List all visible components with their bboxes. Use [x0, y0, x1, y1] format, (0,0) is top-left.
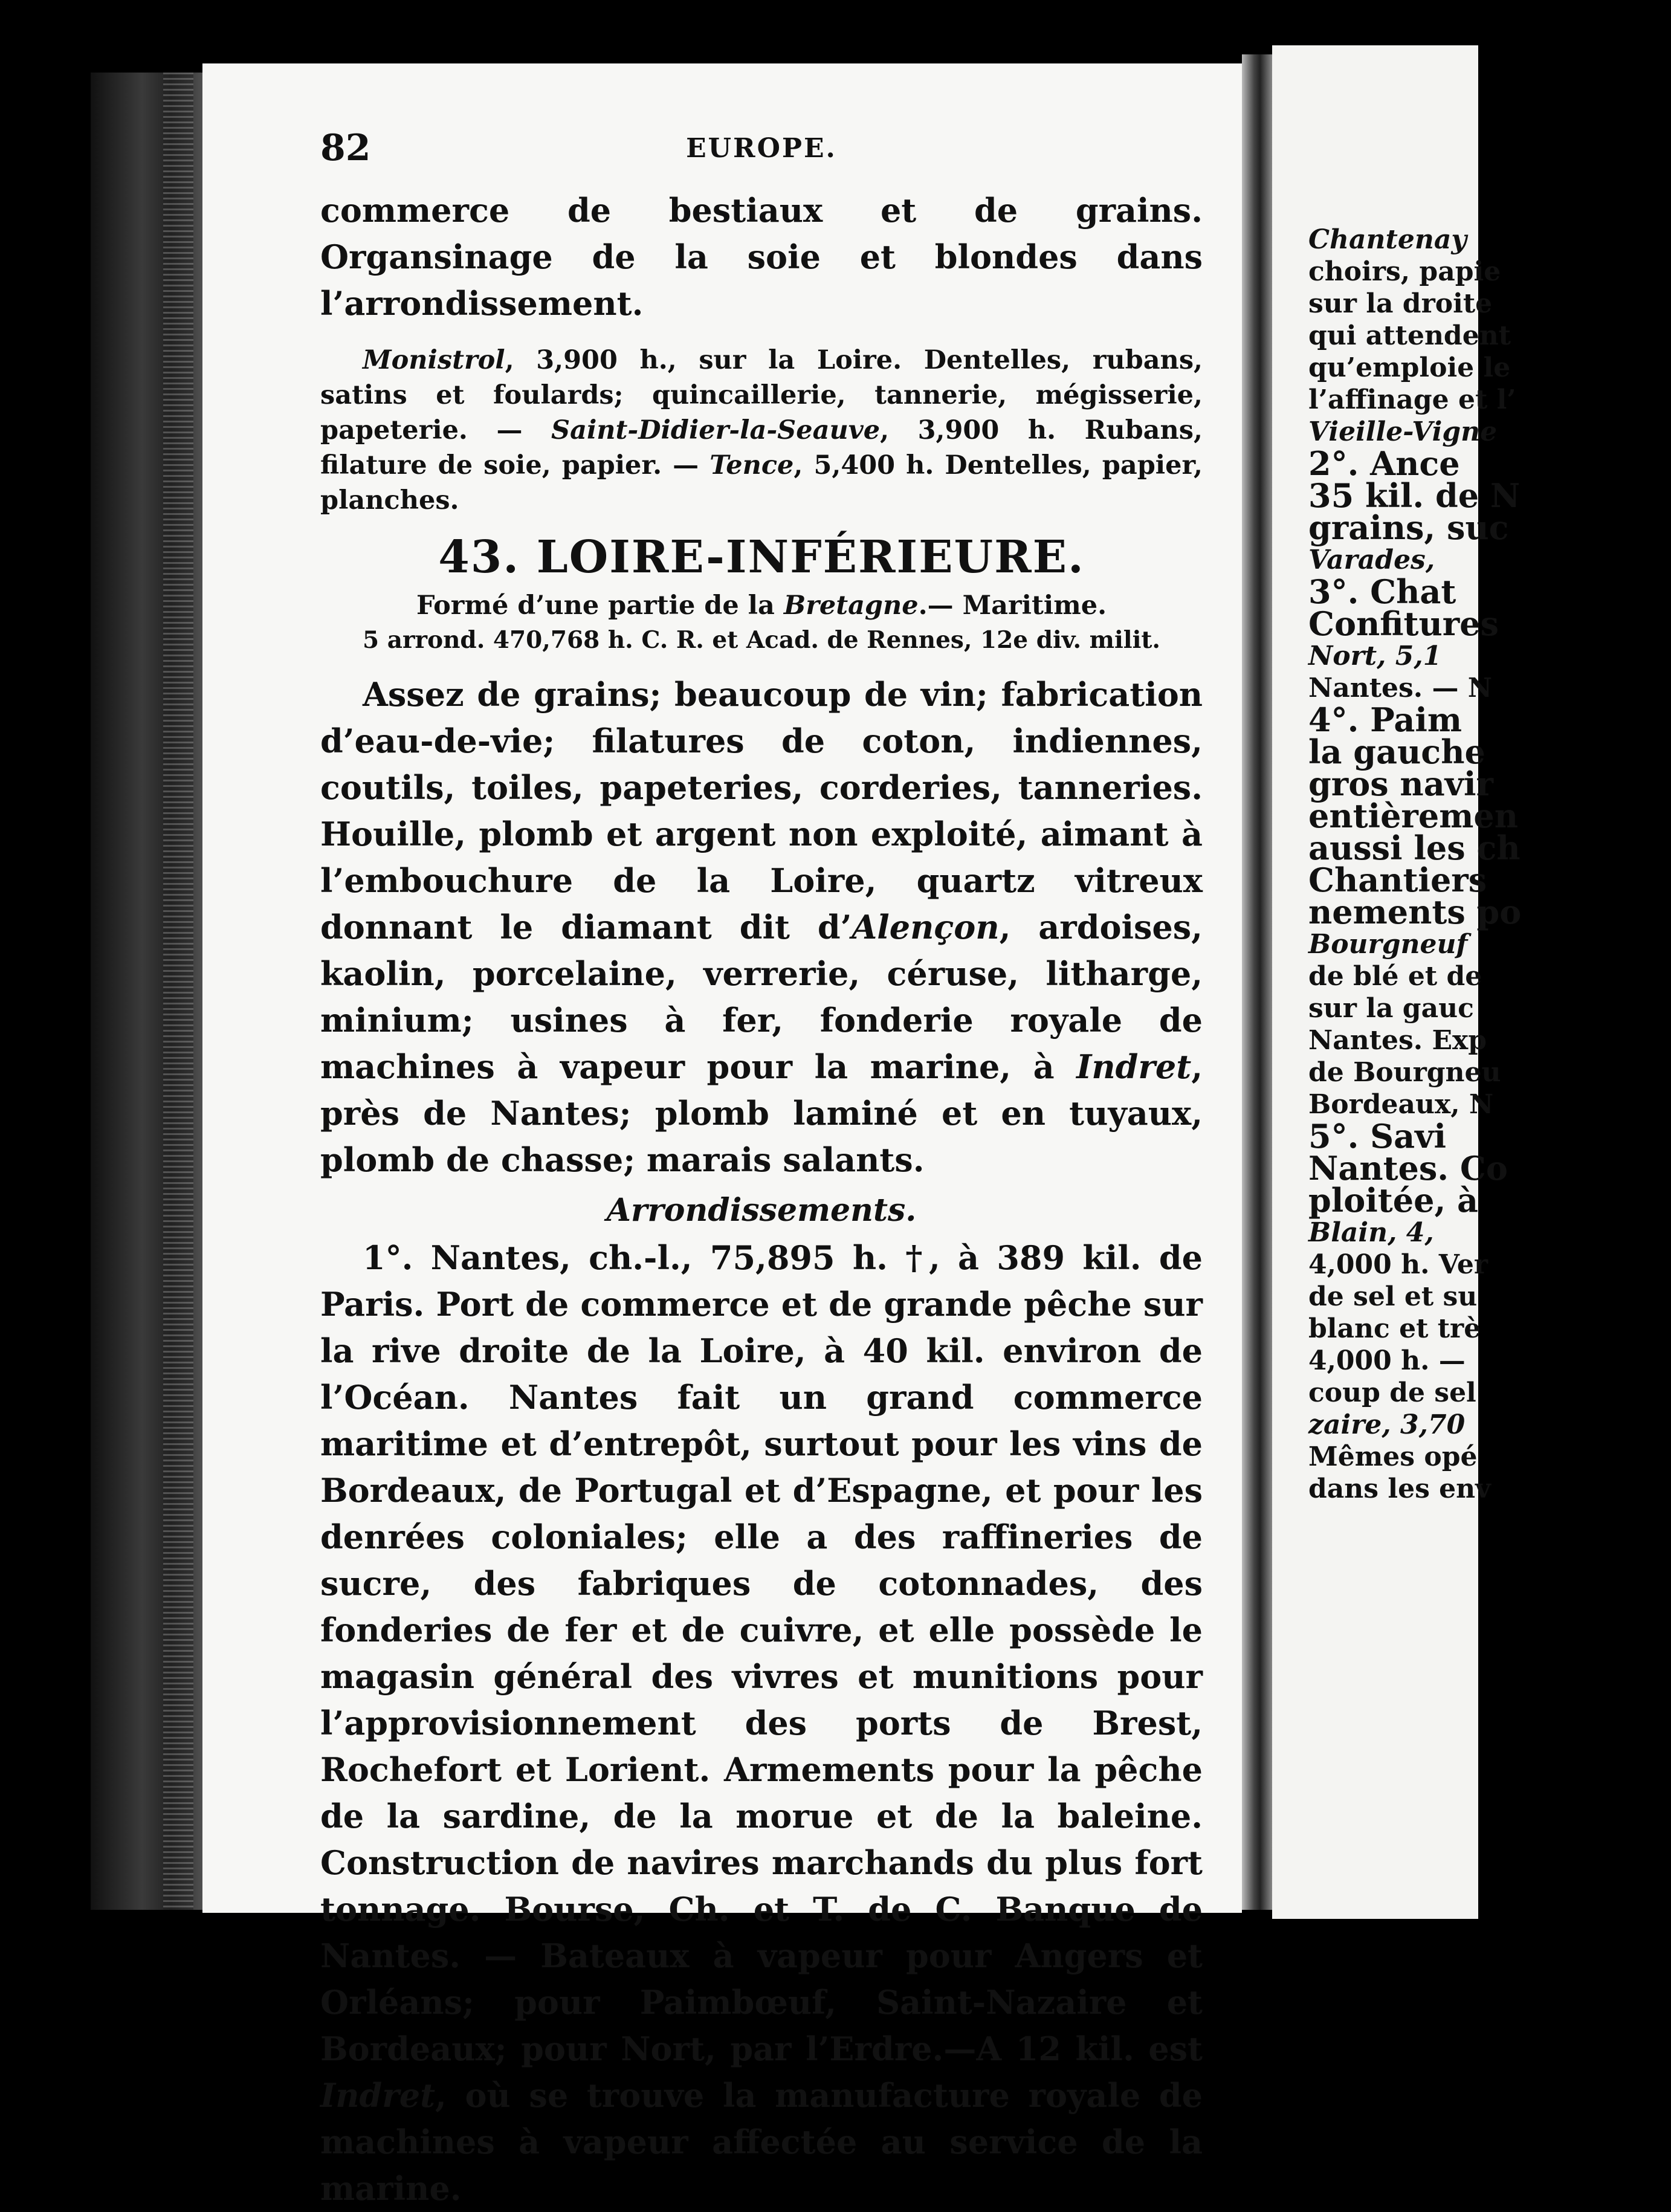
- page-number: 82: [320, 127, 371, 169]
- subtitle-place: Bretagne: [783, 590, 919, 621]
- town-name: Tence: [709, 450, 794, 480]
- text-line: 35 kil. de N: [1308, 476, 1521, 515]
- paragraph-text: , ch.-l., 75,895 h. †, à 389 kil. de Paris. Port de commerce et de grande pêche sur la rive droite de la Loire, à 40 kil. environ de l’Océan. Nantes fait un grand commerce maritime et d’entrepôt, surtout pour les vins de Bordeaux, de Portugal et d’Espagne, et pour les denrées coloniales; elle a des raffineries de sucre, des fabriques de cotonnades, des fonderies de fer et de cuivre, et elle possède le magasin général des vivres et munitions pour l’approvisionnement des ports de Brest, Rochefort et Lorient. Armements pour la pêche de la sardine, de la morue et de la baleine. Construction de navires marchands du plus fort tonnage. Bourse, Ch. et T. de C. Banque de Nantes. — Bateaux à vapeur pour Angers et Orléans; pour Paimbœuf, Saint-Nazaire et Bordeaux; pour Nort, par l’Erdre.—A 12 kil. est: [320, 1238, 1203, 2068]
- book-gutter: [91, 73, 205, 1910]
- text-line: l’affinage et l’: [1308, 384, 1516, 415]
- section-heading: Arrondissements.: [606, 1192, 917, 1229]
- town-description: , 5,400 h. Dentelles, papier, planches.: [320, 450, 1203, 516]
- text-line: Blain, 4,: [1308, 1217, 1434, 1248]
- text-line: coup de sel: [1308, 1377, 1476, 1408]
- subtitle-text: Formé d’une partie de la: [416, 590, 784, 621]
- right-page-partial: [1272, 45, 1522, 1919]
- town-description: , 3,900 h. Rubans, filature de soie, papier. —: [320, 415, 1203, 480]
- text-line: choirs, papie: [1308, 256, 1501, 287]
- place-name: Indret: [320, 2076, 436, 2115]
- department-subtitle: [320, 588, 1203, 623]
- text-line: qu’emploie le: [1308, 352, 1511, 383]
- text-line: dans les env: [1308, 1473, 1491, 1504]
- text-line: Bourgneuf: [1308, 929, 1468, 960]
- text-line: blanc et trè: [1308, 1313, 1481, 1344]
- text-line: Nantes. Co: [1308, 1149, 1508, 1188]
- text-line: 5°. Savi: [1308, 1117, 1447, 1156]
- text-line: 3°. Chat: [1308, 572, 1456, 611]
- text-line: Nantes. Exp: [1308, 1025, 1487, 1056]
- text-line: Nantes. — N: [1308, 673, 1492, 703]
- place-name: Alençon: [852, 908, 1000, 946]
- paragraph-text: Assez de grains; beaucoup de vin; fabrication d’eau-de-vie; filatures de coton, indiennes, coutils, toiles, papeteries, corderies, tanneries. Houille, plomb et argent non exploité, aimant à l’embouchure de la Loire, quartz vitreux donnant le diamant dit d’: [320, 675, 1203, 946]
- department-paragraph: [320, 671, 1203, 1183]
- text-line: grains, suc: [1308, 508, 1509, 547]
- running-title: EUROPE.: [686, 133, 837, 164]
- text-line: de Bourgneu: [1308, 1057, 1501, 1088]
- text-line: sur la droite: [1308, 288, 1493, 319]
- left-page: [202, 63, 1242, 2208]
- subtitle-text: .— Maritime.: [918, 590, 1107, 621]
- page-content: [320, 127, 1203, 2212]
- text-line: Vieille-Vigne: [1308, 416, 1498, 447]
- paragraph-text: , près de Nantes; plomb laminé et en tuyaux, plomb de chasse; marais salants.: [320, 1047, 1203, 1179]
- paragraph-text: , où se trouve la manufacture royale de machines à vapeur affectée au service de la marine.: [320, 2076, 1203, 2208]
- text-line: Chantiers: [1308, 861, 1487, 899]
- text-line: Bordeaux, N: [1308, 1089, 1494, 1120]
- text-line: 2°. Ance: [1308, 444, 1460, 483]
- text-line: 4°. Paim: [1308, 700, 1462, 739]
- text-line: nements po: [1308, 893, 1522, 931]
- top-paragraph: commerce de bestiaux et de grains. Organsinage de la soie et blondes dans l’arrondissement.: [320, 191, 1203, 323]
- running-head: [320, 127, 1203, 187]
- text-line: sur la gauc: [1308, 993, 1474, 1024]
- town-name: Saint-Didier-la-Seauve: [551, 415, 881, 445]
- text-line: de sel et su: [1308, 1281, 1478, 1312]
- town-name: Monistrol: [363, 345, 505, 375]
- text-line: Mêmes opé: [1308, 1441, 1478, 1472]
- place-name: Indret: [1076, 1047, 1192, 1086]
- text-line: Nort, 5,1: [1308, 641, 1442, 671]
- nantes-paragraph: [320, 1235, 1203, 2212]
- text-line: entièremen: [1308, 797, 1518, 835]
- department-title: 43. LOIRE-INFÉRIEURE.: [438, 531, 1085, 583]
- text-line: qui attendent: [1308, 320, 1511, 351]
- text-line: 4,000 h. —: [1308, 1345, 1466, 1376]
- text-line: ploitée, à: [1308, 1181, 1479, 1220]
- text-line: la gauche: [1308, 732, 1485, 771]
- text-line: gros navir: [1308, 765, 1494, 803]
- town-description: , 3,900 h., sur la Loire. Dentelles, rubans, satins et foulards; quincaillerie, tannerie, mégisserie, papeterie. —: [320, 345, 1203, 445]
- text-line: Chantenay: [1308, 224, 1467, 255]
- text-line: 4,000 h. Ver: [1308, 1249, 1488, 1280]
- page-edge: [1242, 54, 1272, 1910]
- department-admin: 5 arrond. 470,768 h. C. R. et Acad. de Rennes, 12e div. milit.: [362, 626, 1160, 654]
- right-page-lines: [1308, 224, 1671, 1505]
- paragraph-text: , ardoises, kaolin, porcelaine, verrerie, céruse, litharge, minium; usines à fer, fonderie royale de machines à vapeur pour la marine, à: [320, 908, 1203, 1086]
- towns-paragraph: [320, 343, 1203, 518]
- text-line: Varades,: [1308, 545, 1435, 575]
- text-line: Confitures: [1308, 604, 1499, 643]
- arrondissement-lead: 1°. Nantes: [363, 1238, 560, 1277]
- text-line: aussi les ch: [1308, 829, 1521, 867]
- text-line: de blé et de: [1308, 961, 1482, 992]
- text-line: zaire, 3,70: [1308, 1409, 1466, 1440]
